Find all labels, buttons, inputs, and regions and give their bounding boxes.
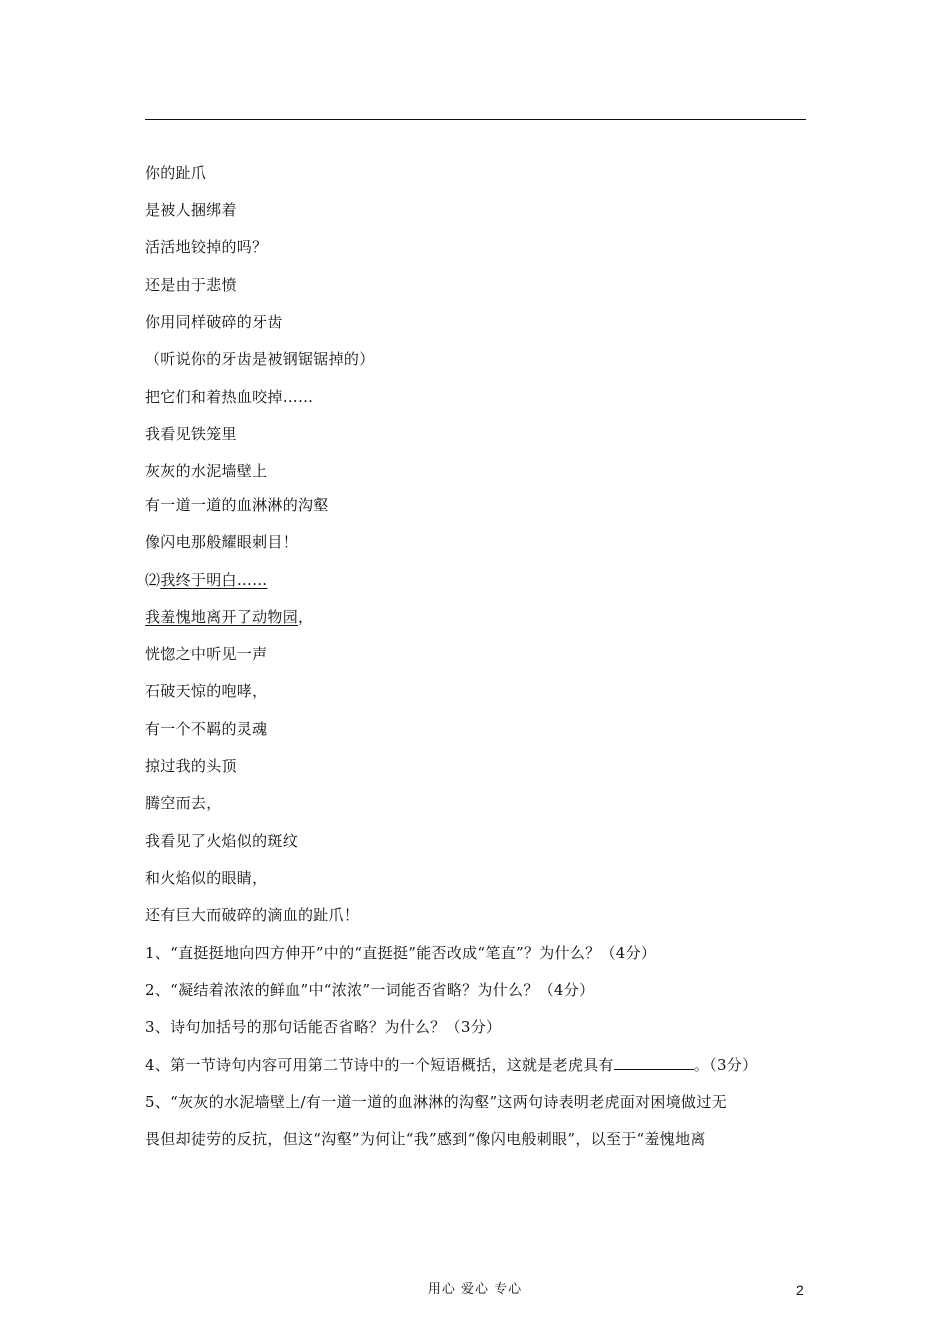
poem-section-2-start: [145, 570, 267, 590]
question-2: 2、“凝结着浓浓的鲜血”中“浓浓”一词能否省略？为什么？（4分）: [145, 981, 595, 999]
poem-line: 你的趾爪: [145, 164, 207, 182]
question-1: 1、“直挺挺地向四方伸开”中的“直挺挺”能否改成“笔直”？为什么？（4分）: [145, 944, 657, 962]
poem-line: 恍惚之中听见一声: [145, 645, 268, 663]
question-3: 3、诗句加括号的那句话能否省略？为什么？（3分）: [145, 1018, 502, 1036]
underlined-line: 我羞愧地离开了动物园: [145, 608, 299, 626]
question-5-line-2: 畏但却徒劳的反抗，但这“沟壑”为何让“我”感到“像闪电般刺眼”，以至于“羞愧地离: [145, 1130, 706, 1148]
poem-line: 有一道一道的血淋淋的沟壑: [145, 496, 329, 514]
poem-line: 还是由于悲愤: [145, 276, 237, 294]
answer-blank[interactable]: [614, 1055, 694, 1070]
poem-line: 把它们和着热血咬掉……: [145, 388, 314, 406]
poem-line: 有一个不羁的灵魂: [145, 720, 268, 738]
poem-line: 像闪电那般耀眼刺目！: [145, 533, 299, 551]
question-4: [145, 1055, 757, 1075]
header-rule: [145, 119, 806, 120]
punctuation: ，: [298, 608, 314, 626]
poem-line: 石破天惊的咆哮，: [145, 682, 268, 700]
poem-line: 活活地铰掉的吗？: [145, 238, 268, 256]
poem-line: 是被人捆绑着: [145, 201, 237, 219]
question-4-text: 4、第一节诗句内容可用第二节诗中的一个短语概括，这就是老虎具有: [145, 1056, 614, 1074]
poem-line: 还有巨大而破碎的滴血的趾爪！: [145, 906, 360, 924]
question-4-points: 。（3分）: [693, 1056, 758, 1074]
section-marker: ⑵: [145, 571, 161, 589]
poem-line: 掠过我的头顶: [145, 757, 237, 775]
poem-line: [145, 607, 313, 627]
poem-line: 我看见铁笼里: [145, 425, 237, 443]
poem-line: （听说你的牙齿是被钢锯锯掉的）: [145, 350, 375, 368]
poem-line: 你用同样破碎的牙齿: [145, 313, 283, 331]
underlined-line: 我终于明白……: [160, 571, 268, 589]
question-5-line-1: 5、“灰灰的水泥墙壁上/有一道一道的血淋淋的沟壑”这两句诗表明老虎面对困境做过无: [145, 1093, 727, 1111]
poem-line: 灰灰的水泥墙壁上: [145, 462, 268, 480]
poem-line: 我看见了火焰似的斑纹: [145, 832, 299, 850]
footer-motto: 用心 爱心 专心: [427, 1282, 523, 1297]
poem-line: 和火焰似的眼睛，: [145, 869, 268, 887]
page-number: 2: [796, 1282, 804, 1298]
poem-line: 腾空而去，: [145, 794, 222, 812]
